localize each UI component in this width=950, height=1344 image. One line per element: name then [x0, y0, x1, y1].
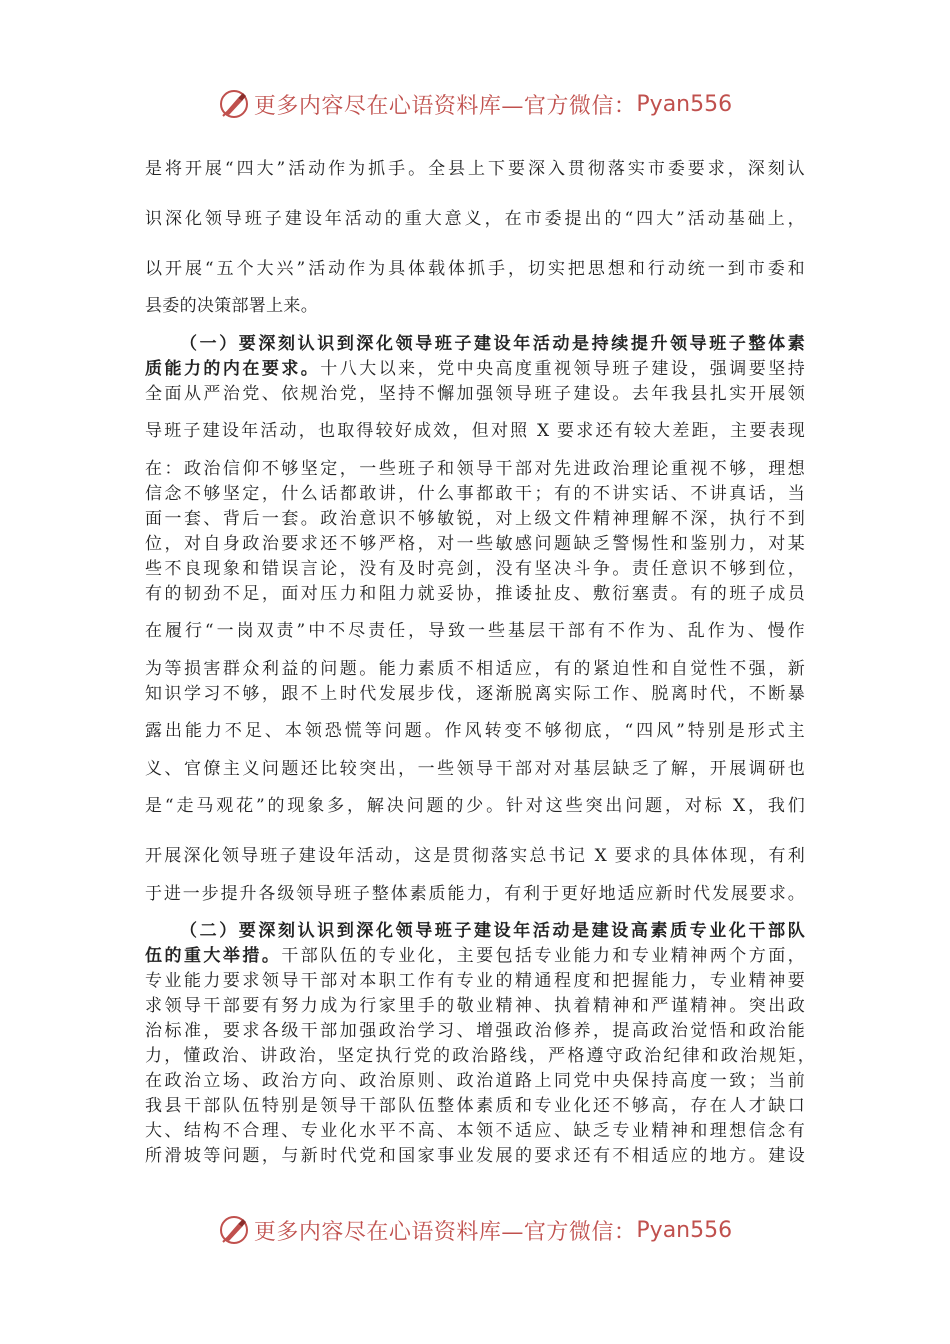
- text-line: 全面从严治党、依规治党，坚持不懈加强领导班子建设。去年我县扎实开展领: [145, 384, 805, 404]
- text-line: 所滑坡等问题，与新时代党和国家事业发展的要求还有不相适应的地方。建设: [145, 1146, 805, 1166]
- banner-text: 更多内容尽在心语资料库—官方微信：: [253, 1219, 637, 1245]
- text-line: 为等损害群众利益的问题。能力素质不相适应，有的紧迫性和自觉性不强，新: [145, 659, 805, 679]
- text-line: 我县干部队伍特别是领导干部队伍整体素质和专业化还不够高，存在人才缺口: [145, 1096, 805, 1116]
- text-line: 位，对自身政治要求还不够严格，对一些敏感问题缺乏警惕性和鉴别力，对某: [145, 534, 805, 554]
- header-banner: [0, 86, 950, 122]
- text-line: 在政治立场、政治方向、政治原则、政治道路上同党中央保持高度一致；当前: [145, 1071, 805, 1091]
- text-line: 大、结构不合理、专业化水平不高、本领不适应、缺乏专业精神和理想信念有: [145, 1121, 805, 1141]
- text-line: 专业能力要求领导干部对本职工作有专业的精通程度和把握能力，专业精神要: [145, 971, 805, 991]
- text-line: 是将开展“四大”活动作为抓手。全县上下要深入贯彻落实市委要求，深刻认: [145, 159, 805, 179]
- text-line: 识深化领导班子建设年活动的重大意义，在市委提出的“四大”活动基础上，: [145, 209, 805, 229]
- text-line: 知识学习不够，跟不上时代发展步伐，逐渐脱离实际工作、脱离时代，不断暴: [145, 684, 805, 704]
- text-line: 县委的决策部署上来。: [145, 296, 318, 316]
- text-line: 露出能力不足、本领恐慌等问题。作风转变不够彻底，“四风”特别是形式主: [145, 721, 805, 741]
- text-line: 伍的重大举措。干部队伍的专业化，主要包括专业能力和专业精神两个方面，: [145, 946, 805, 966]
- banner-wechat-id: Pyan556: [636, 91, 733, 117]
- pen-nib-logo-icon: [218, 88, 250, 120]
- text-line: 导班子建设年活动，也取得较好成效，但对照 X 要求还有较大差距，主要表现: [145, 421, 805, 441]
- text-line: 力，懂政治、讲政治，坚定执行党的政治路线，严格遵守政治纪律和政治规矩，: [145, 1046, 815, 1066]
- text-line: 治标准，要求各级干部加强政治学习、增强政治修养，提高政治觉悟和政治能: [145, 1021, 805, 1041]
- text-line: 开展深化领导班子建设年活动，这是贯彻落实总书记 X 要求的具体体现，有利: [145, 846, 805, 866]
- section-heading-1: （一）要深刻认识到深化领导班子建设年活动是持续提升领导班子整体素: [180, 334, 805, 354]
- text-line: 信念不够坚定，什么话都敢讲，什么事都敢干；有的不讲实话、不讲真话，当: [145, 484, 805, 504]
- text-line: 以开展“五个大兴”活动作为具体载体抓手，切实把思想和行动统一到市委和: [145, 259, 805, 279]
- text-line: 在履行“一岗双责”中不尽责任，导致一些基层干部有不作为、乱作为、慢作: [145, 621, 805, 641]
- text-line: 面一套、背后一套。政治意识不够敏锐，对上级文件精神理解不深，执行不到: [145, 509, 805, 529]
- text-line: 义、官僚主义问题还比较突出，一些领导干部对对基层缺乏了解，开展调研也: [145, 759, 805, 779]
- text-line: 质能力的内在要求。十八大以来，党中央高度重视领导班子建设，强调要坚持: [145, 359, 805, 379]
- banner-wechat-id: Pyan556: [636, 1217, 733, 1243]
- text-line: 是“走马观花”的现象多，解决问题的少。针对这些突出问题，对标 X，我们: [145, 796, 805, 816]
- pen-nib-logo-icon: [218, 1214, 250, 1246]
- section-heading-2: （二）要深刻认识到深化领导班子建设年活动是建设高素质专业化干部队: [180, 921, 805, 941]
- banner-text: 更多内容尽在心语资料库—官方微信：: [253, 93, 637, 119]
- text-line: 求领导干部要有努力成为行家里手的敬业精神、执着精神和严谨精神。突出政: [145, 996, 805, 1016]
- text-line: 于进一步提升各级领导班子整体素质能力，有利于更好地适应新时代发展要求。: [145, 884, 805, 904]
- text-line: 些不良现象和错误言论，没有及时亮剑，没有坚决斗争。责任意识不够到位，: [145, 559, 805, 579]
- text-line: 有的韧劲不足，面对压力和阻力就妥协，推诿扯皮、敷衍塞责。有的班子成员: [145, 584, 805, 604]
- text-line: 在：政治信仰不够坚定，一些班子和领导干部对先进政治理论重视不够，理想: [145, 459, 805, 479]
- footer-banner: [0, 1212, 950, 1248]
